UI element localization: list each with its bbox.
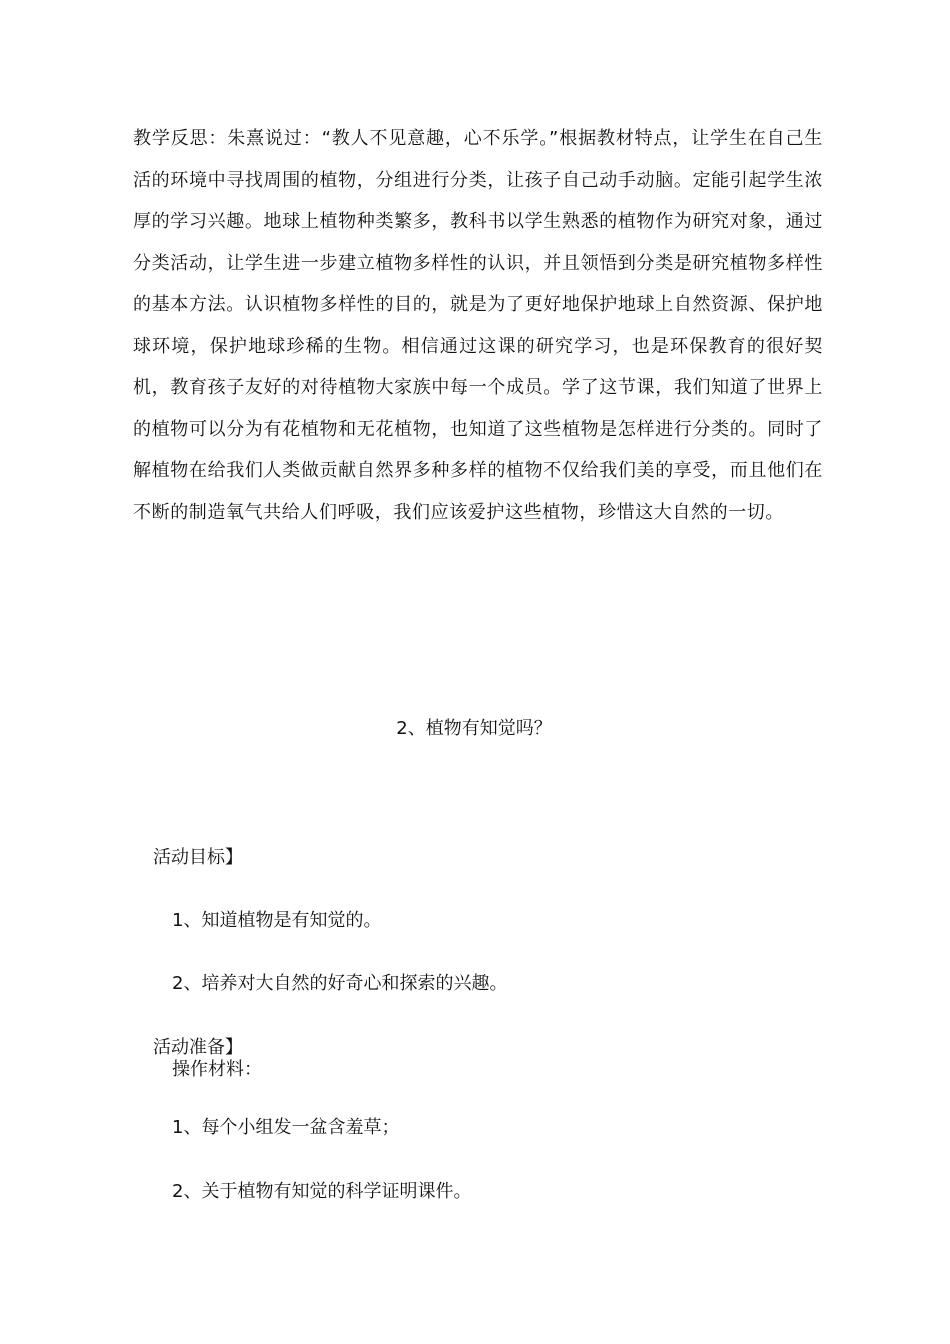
prep-heading: 活动准备】 [153, 1037, 243, 1058]
goal-item-2: 2、培养对大自然的好奇心和探索的兴趣。 [172, 973, 508, 994]
goals-heading: 活动目标】 [153, 847, 243, 868]
teaching-reflection-paragraph: 教学反思：朱熹说过：“教人不见意趣，心不乐学。”根据教材特点，让学生在自己生活的环境中寻找周围的植物，分组进行分类，让孩子自己动手动脑。定能引起学生浓厚的学习兴趣。地球上植物种类繁多，教科书以学生熟悉的植物作为研究对象，通过分类活动，让学生进一步建立植物多样性的认识，并且领悟到分类是研究植物多样性的基本方法。认识植物多样性的目的，就是为了更好地保护地球上自然资源、保护地球环境，保护地球珍稀的生物。相信通过这课的研究学习，也是环保教育的很好契机，教育孩子友好的对待植物大家族中每一个成员。学了这节课，我们知道了世界上的植物可以分为有花植物和无花植物，也知道了这些植物是怎样进行分类的。同时了解植物在给我们人类做贡献自然界多种多样的植物不仅给我们美的享受，而且他们在不断的制造氧气共给人们呼吸，我们应该爱护这些植物，珍惜这大自然的一切。 [133, 128, 823, 523]
materials-label: 操作材料： [172, 1059, 262, 1080]
goal-item-1: 1、知道植物是有知觉的。 [172, 910, 382, 931]
material-item-2: 2、关于植物有知觉的科学证明课件。 [172, 1181, 472, 1202]
lesson-title [0, 716, 950, 742]
lesson-title-text: 2、植物有知觉吗？ [396, 718, 552, 739]
material-item-1: 1、每个小组发一盆含羞草； [172, 1117, 400, 1138]
